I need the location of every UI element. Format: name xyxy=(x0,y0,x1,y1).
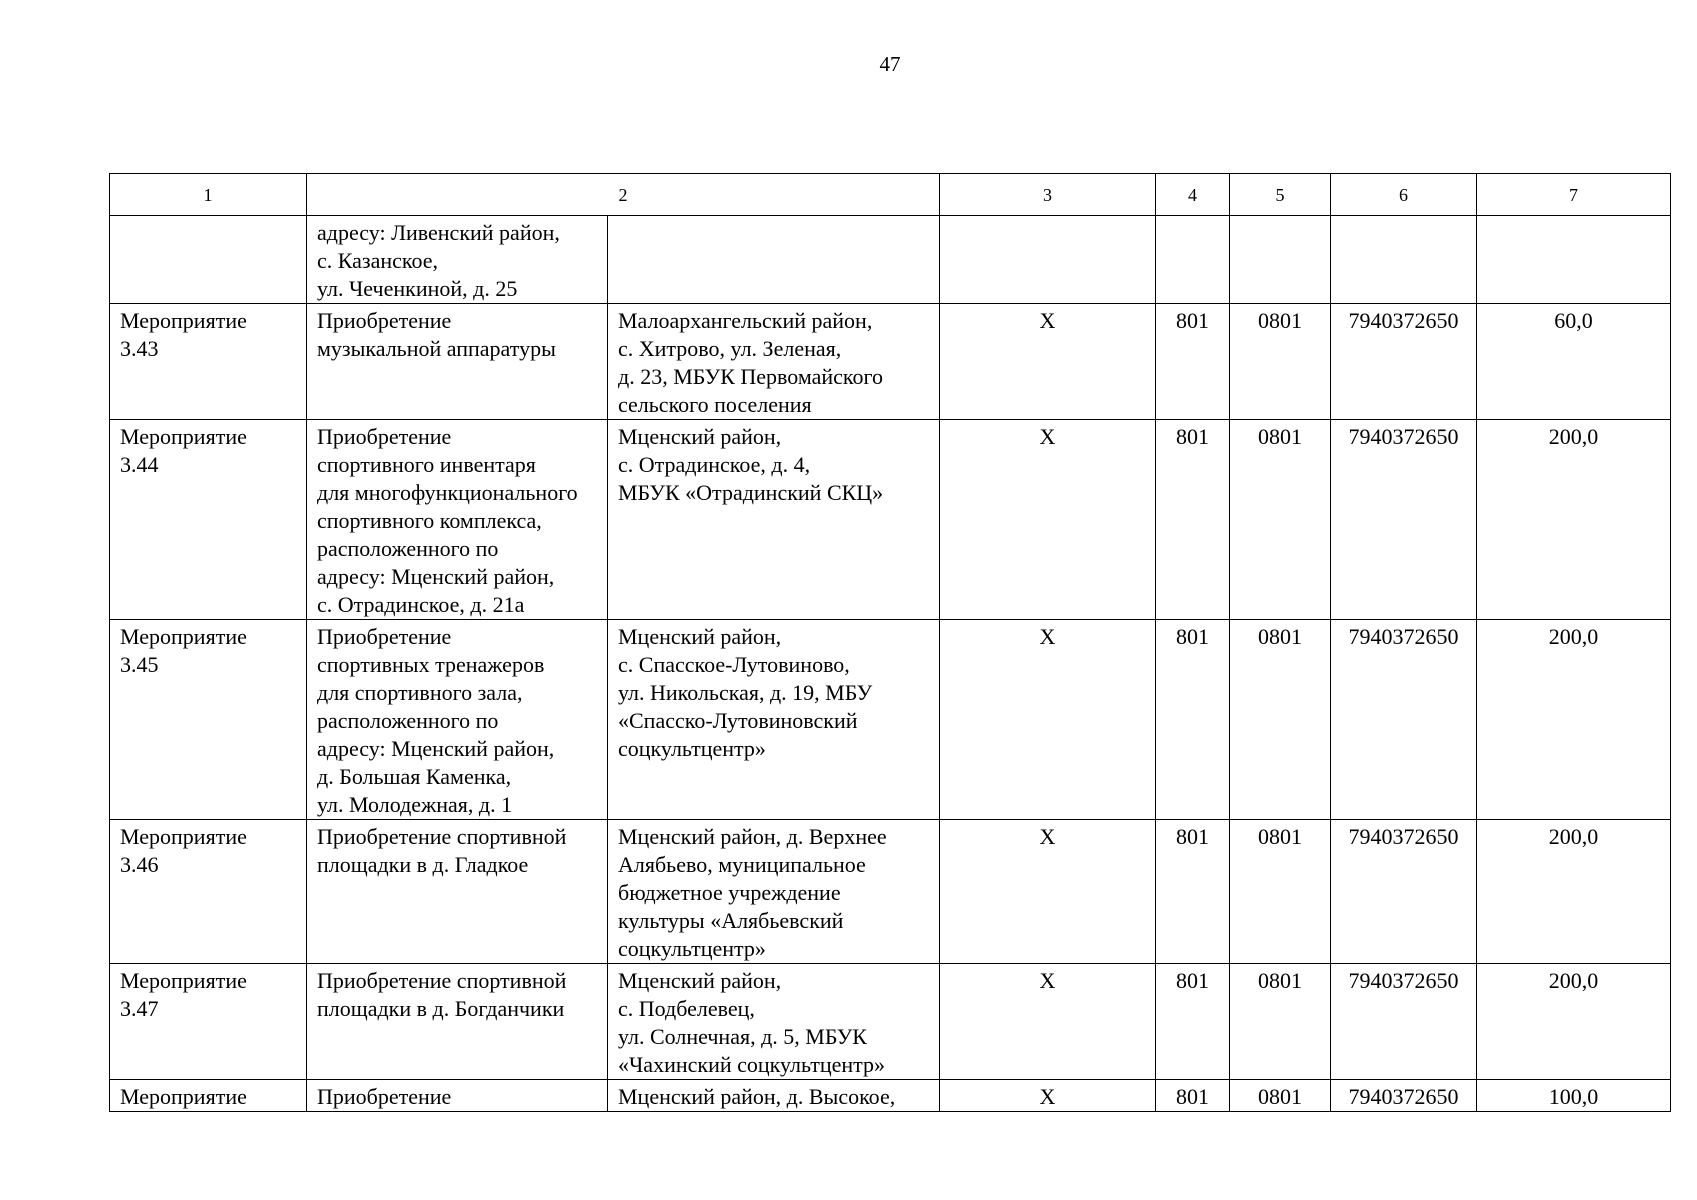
header-row xyxy=(110,174,1671,216)
measure-id-line: Мероприятие xyxy=(120,968,247,993)
measure-id-line: Мероприятие xyxy=(120,424,247,449)
col6-cell: 7940372650 xyxy=(1331,1080,1477,1112)
address-cell xyxy=(608,304,940,420)
address-line: с. Отрадинское, д. 4, xyxy=(618,452,811,477)
address-line: Алябьево, муниципальное xyxy=(618,852,866,877)
measure-name-line: расположенного по xyxy=(317,708,499,733)
address-line: «Спасско-Лутовиновский xyxy=(618,708,858,733)
address-line: Мценский район, д. Верхнее xyxy=(618,824,887,849)
measure-name-line: ул. Молодежная, д. 1 xyxy=(317,792,513,817)
col4-cell: 801 xyxy=(1156,964,1230,1080)
address-cell xyxy=(608,620,940,820)
measure-name-line: музыкальной аппаратуры xyxy=(317,336,556,361)
col6-cell: 7940372650 xyxy=(1331,820,1477,964)
col5-cell: 0801 xyxy=(1230,1080,1331,1112)
address-line: соцкультцентр» xyxy=(618,736,766,761)
col5-cell: 0801 xyxy=(1230,304,1331,420)
header-cell-6: 6 xyxy=(1331,174,1477,216)
page-number: 47 xyxy=(879,52,901,76)
col3-cell: Х xyxy=(940,1080,1156,1112)
measure-id-line: Мероприятие xyxy=(120,1084,247,1109)
col3-cell: Х xyxy=(940,620,1156,820)
col4-cell: 801 xyxy=(1156,820,1230,964)
address-line: с. Спасское-Лутовиново, xyxy=(618,652,850,677)
measure-name-line: д. Большая Каменка, xyxy=(317,764,512,789)
measure-name-cell xyxy=(307,304,608,420)
header-cell-7: 7 xyxy=(1477,174,1671,216)
header-cell-4: 4 xyxy=(1156,174,1230,216)
measure-name-line: спортивных тренажеров xyxy=(317,652,545,677)
address-line: Малоархангельский район, xyxy=(618,308,873,333)
measure-name-line: для спортивного зала, xyxy=(317,680,523,705)
measure-name-line: Приобретение xyxy=(317,1084,452,1109)
measure-name-line: спортивного инвентаря xyxy=(317,452,536,477)
col4-cell: 801 xyxy=(1156,1080,1230,1112)
continuation-address-cell xyxy=(608,216,940,304)
amount-cell: 200,0 xyxy=(1477,620,1671,820)
measure-name-cell xyxy=(307,820,608,964)
col5-cell: 0801 xyxy=(1230,420,1331,620)
measures-table xyxy=(109,173,1671,1112)
measure-name-line: спортивного комплекса, xyxy=(317,508,542,533)
table-row xyxy=(110,820,1671,964)
measure-name-line: адресу: Мценский район, xyxy=(317,736,555,761)
amount-cell: 200,0 xyxy=(1477,964,1671,1080)
col4-cell: 801 xyxy=(1156,420,1230,620)
address-line: соцкультцентр» xyxy=(618,936,766,961)
address-line: Мценский район, д. Высокое, xyxy=(618,1084,896,1109)
continuation-id-cell xyxy=(110,216,307,304)
measure-name-line: Приобретение xyxy=(317,308,452,333)
measure-id-line: 3.45 xyxy=(120,652,159,677)
table-row xyxy=(110,620,1671,820)
measure-name-line: Приобретение спортивной xyxy=(317,968,567,993)
measure-name-line: Приобретение xyxy=(317,424,452,449)
col3-cell: Х xyxy=(940,820,1156,964)
address-line: бюджетное учреждение xyxy=(618,880,841,905)
measure-name-cell xyxy=(307,964,608,1080)
col3-cell: Х xyxy=(940,304,1156,420)
col3-cell: Х xyxy=(940,420,1156,620)
address-line: Мценский район, xyxy=(618,968,782,993)
address-line: д. 23, МБУК Первомайского xyxy=(618,364,883,389)
address-line: Мценский район, xyxy=(618,424,782,449)
measure-name-line: Приобретение xyxy=(317,624,452,649)
measure-id-cell xyxy=(110,964,307,1080)
measure-name-line: адресу: Мценский район, xyxy=(317,564,555,589)
table-row xyxy=(110,1080,1671,1112)
col5-cell: 0801 xyxy=(1230,820,1331,964)
continuation-name-line: с. Казанское, xyxy=(317,248,439,273)
amount-cell: 200,0 xyxy=(1477,420,1671,620)
continuation-col6-cell xyxy=(1331,216,1477,304)
col4-cell: 801 xyxy=(1156,620,1230,820)
address-line: Мценский район, xyxy=(618,624,782,649)
address-line: с. Подбелевец, xyxy=(618,996,755,1021)
measure-id-line: Мероприятие xyxy=(120,308,247,333)
continuation-col7-cell xyxy=(1477,216,1671,304)
address-line: МБУК «Отрадинский СКЦ» xyxy=(618,480,884,505)
measure-name-cell xyxy=(307,620,608,820)
header-cell-1: 1 xyxy=(110,174,307,216)
table-row xyxy=(110,304,1671,420)
address-line: «Чахинский соцкультцентр» xyxy=(618,1052,886,1077)
col4-cell: 801 xyxy=(1156,304,1230,420)
continuation-name-line: ул. Чеченкиной, д. 25 xyxy=(317,276,518,301)
col6-cell: 7940372650 xyxy=(1331,620,1477,820)
measure-name-line: Приобретение спортивной xyxy=(317,824,567,849)
measure-id-line: 3.43 xyxy=(120,336,159,361)
address-cell xyxy=(608,820,940,964)
address-line: культуры «Алябьевский xyxy=(618,908,844,933)
col6-cell: 7940372650 xyxy=(1331,420,1477,620)
continuation-name-line: адресу: Ливенский район, xyxy=(317,220,560,245)
address-line: с. Хитрово, ул. Зеленая, xyxy=(618,336,842,361)
address-line: ул. Никольская, д. 19, МБУ xyxy=(618,680,873,705)
measure-name-line: расположенного по xyxy=(317,536,499,561)
header-cell-2: 2 xyxy=(307,174,940,216)
measure-id-cell xyxy=(110,620,307,820)
col6-cell: 7940372650 xyxy=(1331,304,1477,420)
amount-cell: 200,0 xyxy=(1477,820,1671,964)
measure-name-line: площадки в д. Богданчики xyxy=(317,996,565,1021)
measure-name-line: площадки в д. Гладкое xyxy=(317,852,529,877)
measure-id-cell xyxy=(110,304,307,420)
address-cell xyxy=(608,1080,940,1112)
measure-name-cell xyxy=(307,420,608,620)
continuation-col4-cell xyxy=(1156,216,1230,304)
col3-cell: Х xyxy=(940,964,1156,1080)
table-row xyxy=(110,420,1671,620)
measure-name-line: с. Отрадинское, д. 21а xyxy=(317,592,525,617)
continuation-name-cell xyxy=(307,216,608,304)
measure-id-cell xyxy=(110,420,307,620)
header-cell-3: 3 xyxy=(940,174,1156,216)
measure-id-cell xyxy=(110,1080,307,1112)
continuation-col5-cell xyxy=(1230,216,1331,304)
address-line: сельского поселения xyxy=(618,392,812,417)
measure-id-line: 3.46 xyxy=(120,852,159,877)
address-cell xyxy=(608,964,940,1080)
measure-id-line: 3.47 xyxy=(120,996,159,1021)
amount-cell: 100,0 xyxy=(1477,1080,1671,1112)
amount-cell: 60,0 xyxy=(1477,304,1671,420)
measure-id-line: Мероприятие xyxy=(120,624,247,649)
table-row xyxy=(110,964,1671,1080)
measure-name-cell xyxy=(307,1080,608,1112)
measure-name-line: для многофункционального xyxy=(317,480,578,505)
measure-id-line: Мероприятие xyxy=(120,824,247,849)
measure-id-line: 3.44 xyxy=(120,452,159,477)
address-cell xyxy=(608,420,940,620)
col5-cell: 0801 xyxy=(1230,964,1331,1080)
continuation-col3-cell xyxy=(940,216,1156,304)
col5-cell: 0801 xyxy=(1230,620,1331,820)
header-cell-5: 5 xyxy=(1230,174,1331,216)
col6-cell: 7940372650 xyxy=(1331,964,1477,1080)
continuation-row xyxy=(110,216,1671,304)
measure-id-cell xyxy=(110,820,307,964)
address-line: ул. Солнечная, д. 5, МБУК xyxy=(618,1024,867,1049)
